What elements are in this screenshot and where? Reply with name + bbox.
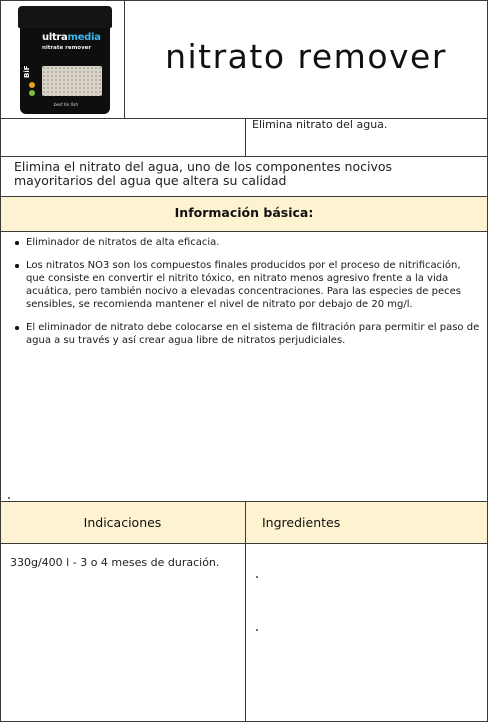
brand-logo: ultramedia	[42, 32, 101, 43]
row-line-4	[0, 231, 488, 232]
jar-lid	[18, 6, 112, 28]
ingredients-heading: Ingredientes	[262, 515, 341, 530]
basic-info-list	[14, 236, 480, 357]
columns-divider	[245, 501, 246, 722]
row-line-1	[0, 118, 488, 119]
basic-info-heading: Información básica:	[174, 205, 314, 220]
long-description: Elimina el nitrato del agua, uno de los componentes nocivos mayoritarios del agua que altera su calidad	[14, 159, 393, 188]
short-desc-divider	[245, 118, 246, 156]
brand-foot: best for fish	[54, 102, 78, 107]
list-item: Los nitratos NO3 son los compuestos finales producidos por el proceso de nitrificación, que consiste en convertir el nitrito tóxico, en nitrato menos agresivo frente a la vida acuática, pero también nocivo a elevadas concentraciones. Para las especies de peces sensibles, se recomienda mantener el nivel de nitrato por debajo de 20 mg/l.	[26, 259, 480, 311]
stray-mark	[8, 497, 10, 499]
indications-heading: Indicaciones	[83, 515, 162, 530]
product-image	[16, 6, 114, 114]
row-line-5	[0, 501, 488, 502]
jar-window-granules	[42, 66, 102, 96]
product-title: nitrato remover	[165, 36, 447, 76]
list-item: Eliminador de nitratos de alta eficacia.	[26, 236, 480, 249]
outer-border-left	[0, 0, 1, 722]
jar-body	[20, 22, 110, 114]
ingredients-empty-mark	[256, 629, 258, 631]
row-line-3	[0, 196, 488, 197]
ingredients-empty-mark	[256, 576, 258, 578]
list-item: El eliminador de nitrato debe colocarse en el sistema de filtración para permitir el paso de agua a su través y así crear agua libre de nitratos perjudiciales.	[26, 322, 480, 346]
short-description: Elimina nitrato del agua.	[252, 118, 388, 131]
brand-subtitle: nitrate remover	[42, 45, 92, 51]
indications-value: 330g/400 l - 3 o 4 meses de duración.	[10, 556, 220, 569]
row-line-6	[0, 543, 488, 544]
row-line-2	[0, 156, 488, 157]
brand-side-logo: BiF	[23, 34, 37, 94]
